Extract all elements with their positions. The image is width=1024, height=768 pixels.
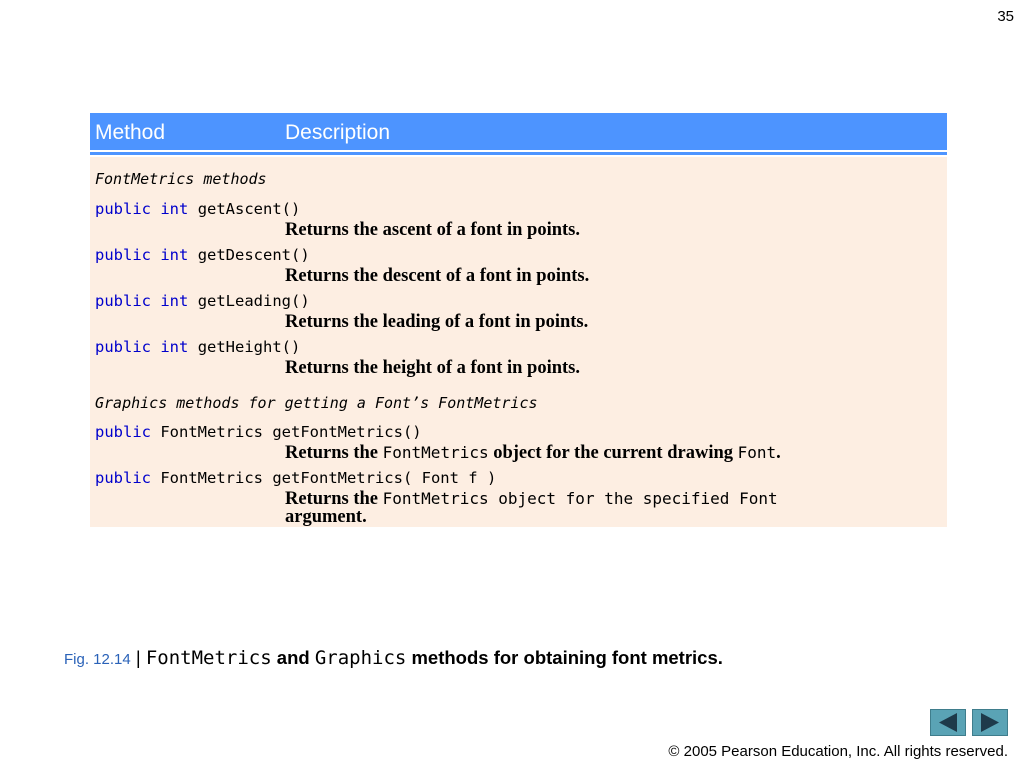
method-name: getAscent() <box>197 200 301 218</box>
page-number: 35 <box>997 8 1014 25</box>
section-title-graphics: Graphics methods for getting a Font’s FontMetrics <box>95 394 538 412</box>
keyword-int: int <box>160 246 189 264</box>
keyword-int: int <box>160 292 189 310</box>
method-description: Returns the ascent of a font in points. <box>285 220 580 240</box>
method-signature <box>95 338 300 356</box>
method-signature <box>95 292 310 310</box>
keyword-public: public <box>95 338 151 356</box>
methods-table <box>90 113 947 527</box>
method-name: getDescent() <box>197 246 310 264</box>
previous-slide-button[interactable] <box>930 709 966 736</box>
keyword-public: public <box>95 469 151 487</box>
figure-label: Fig. 12.14 <box>64 651 131 668</box>
caption-code: FontMetrics <box>145 647 272 669</box>
desc-text: Returns the <box>285 443 383 463</box>
method-description <box>285 443 781 464</box>
keyword-public: public <box>95 246 151 264</box>
method-signature <box>95 469 496 487</box>
keyword-int: int <box>160 200 189 218</box>
desc-code: FontMetrics <box>382 489 489 508</box>
method-signature <box>95 200 300 218</box>
desc-code: Font <box>737 443 777 462</box>
method-description: Returns the height of a font in points. <box>285 358 580 378</box>
right-arrow-icon <box>973 710 1007 735</box>
table-header <box>90 113 947 157</box>
desc-text: . <box>776 443 781 463</box>
desc-code: FontMetrics <box>382 443 489 462</box>
method-description: Returns the leading of a font in points. <box>285 312 589 332</box>
method-description: Returns the descent of a font in points. <box>285 266 590 286</box>
caption-code: Graphics <box>314 647 407 669</box>
method-name: getLeading() <box>197 292 310 310</box>
method-name: FontMetrics getFontMetrics( Font f ) <box>160 469 497 487</box>
figure-caption <box>64 647 723 669</box>
keyword-public: public <box>95 200 151 218</box>
desc-code: Font <box>739 489 778 508</box>
method-signature <box>95 246 310 264</box>
keyword-public: public <box>95 292 151 310</box>
desc-text: object for the specified <box>488 489 740 508</box>
header-method: Method <box>95 121 166 144</box>
keyword-public: public <box>95 423 151 441</box>
header-description: Description <box>285 121 391 144</box>
method-signature <box>95 423 422 441</box>
desc-text: object for the current drawing <box>488 443 738 463</box>
method-name: getHeight() <box>197 338 301 356</box>
method-description-continued: argument. <box>285 507 367 527</box>
keyword-int: int <box>160 338 189 356</box>
method-name: FontMetrics getFontMetrics() <box>160 423 422 441</box>
copyright-notice: © 2005 Pearson Education, Inc. All rights reserved. <box>668 743 1008 760</box>
caption-text: methods for obtaining font metrics. <box>406 647 723 668</box>
desc-text: Returns the <box>285 489 383 509</box>
next-slide-button[interactable] <box>972 709 1008 736</box>
left-arrow-icon <box>931 710 965 735</box>
caption-separator: | <box>130 647 146 668</box>
section-title-fontmetrics: FontMetrics methods <box>95 170 267 188</box>
caption-text: and <box>271 647 315 668</box>
